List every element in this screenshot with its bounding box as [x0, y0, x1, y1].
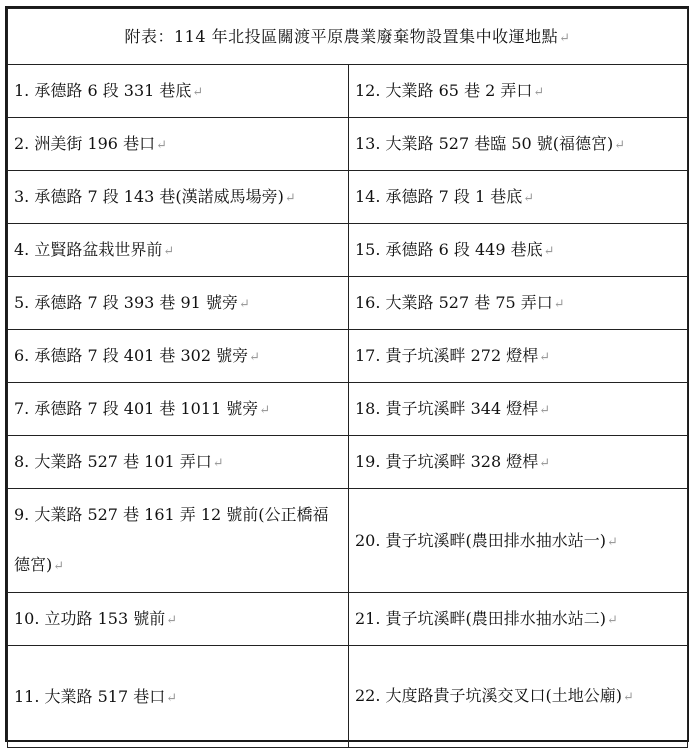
location-cell: 14. 承德路 7 段 1 巷底↵	[349, 171, 688, 224]
table-row	[8, 65, 688, 118]
return-mark-icon: ↵	[249, 350, 261, 366]
location-cell: 11. 大業路 517 巷口↵	[8, 646, 349, 748]
location-cell: 19. 貴子坑溪畔 328 燈桿↵	[349, 436, 688, 489]
location-cell: 20. 貴子坑溪畔(農田排水抽水站一)↵	[349, 489, 688, 593]
return-mark-icon: ↵	[53, 558, 65, 574]
return-mark-icon: ↵	[614, 138, 626, 154]
collection-points-table-frame	[5, 6, 689, 742]
location-cell: 9. 大業路 527 巷 161 弄 12 號前(公正橋福德宮)↵	[8, 489, 349, 593]
table-row	[8, 224, 688, 277]
table-title: 附表：114 年北投區關渡平原農業廢棄物設置集中收運地點↵	[8, 9, 688, 65]
return-mark-icon: ↵	[238, 297, 250, 313]
table-header-row	[8, 9, 688, 65]
location-cell: 5. 承德路 7 段 393 巷 91 號旁↵	[8, 277, 349, 330]
return-mark-icon: ↵	[559, 30, 571, 46]
return-mark-icon: ↵	[607, 534, 618, 550]
location-cell: 21. 貴子坑溪畔(農田排水抽水站二)↵	[349, 593, 688, 646]
location-cell: 6. 承德路 7 段 401 巷 302 號旁↵	[8, 330, 349, 383]
return-mark-icon: ↵	[623, 689, 634, 705]
location-cell: 1. 承德路 6 段 331 巷底↵	[8, 65, 349, 118]
location-cell: 2. 洲美街 196 巷口↵	[8, 118, 349, 171]
return-mark-icon: ↵	[607, 613, 618, 629]
table-row	[8, 489, 688, 593]
return-mark-icon: ↵	[539, 350, 551, 366]
table-row	[8, 646, 688, 748]
table-row	[8, 118, 688, 171]
return-mark-icon: ↵	[539, 403, 551, 419]
location-cell: 18. 貴子坑溪畔 344 燈桿↵	[349, 383, 688, 436]
return-mark-icon: ↵	[259, 403, 271, 419]
location-cell: 13. 大業路 527 巷臨 50 號(福德宮)↵	[349, 118, 688, 171]
table-row	[8, 383, 688, 436]
return-mark-icon: ↵	[166, 690, 178, 706]
return-mark-icon: ↵	[166, 613, 178, 629]
table-row	[8, 171, 688, 224]
location-cell: 4. 立賢路盆栽世界前↵	[8, 224, 349, 277]
table-row	[8, 593, 688, 646]
table-row	[8, 277, 688, 330]
return-mark-icon: ↵	[284, 191, 296, 207]
return-mark-icon: ↵	[533, 85, 545, 101]
return-mark-icon: ↵	[553, 297, 565, 313]
return-mark-icon: ↵	[523, 191, 535, 207]
location-cell: 8. 大業路 527 巷 101 弄口↵	[8, 436, 349, 489]
location-cell: 12. 大業路 65 巷 2 弄口↵	[349, 65, 688, 118]
location-cell: 7. 承德路 7 段 401 巷 1011 號旁↵	[8, 383, 349, 436]
location-cell: 17. 貴子坑溪畔 272 燈桿↵	[349, 330, 688, 383]
return-mark-icon: ↵	[156, 138, 167, 154]
collection-points-table	[7, 8, 688, 748]
location-cell: 10. 立功路 153 號前↵	[8, 593, 349, 646]
location-cell: 15. 承德路 6 段 449 巷底↵	[349, 224, 688, 277]
table-row	[8, 330, 688, 383]
return-mark-icon: ↵	[192, 85, 204, 101]
location-cell: 16. 大業路 527 巷 75 弄口↵	[349, 277, 688, 330]
return-mark-icon: ↵	[163, 244, 175, 260]
table-row	[8, 436, 688, 489]
location-cell: 22. 大度路貴子坑溪交叉口(土地公廟)↵	[349, 646, 688, 748]
return-mark-icon: ↵	[539, 456, 551, 472]
return-mark-icon: ↵	[543, 244, 555, 260]
return-mark-icon: ↵	[212, 456, 224, 472]
location-cell: 3. 承德路 7 段 143 巷(漢諾威馬場旁)↵	[8, 171, 349, 224]
